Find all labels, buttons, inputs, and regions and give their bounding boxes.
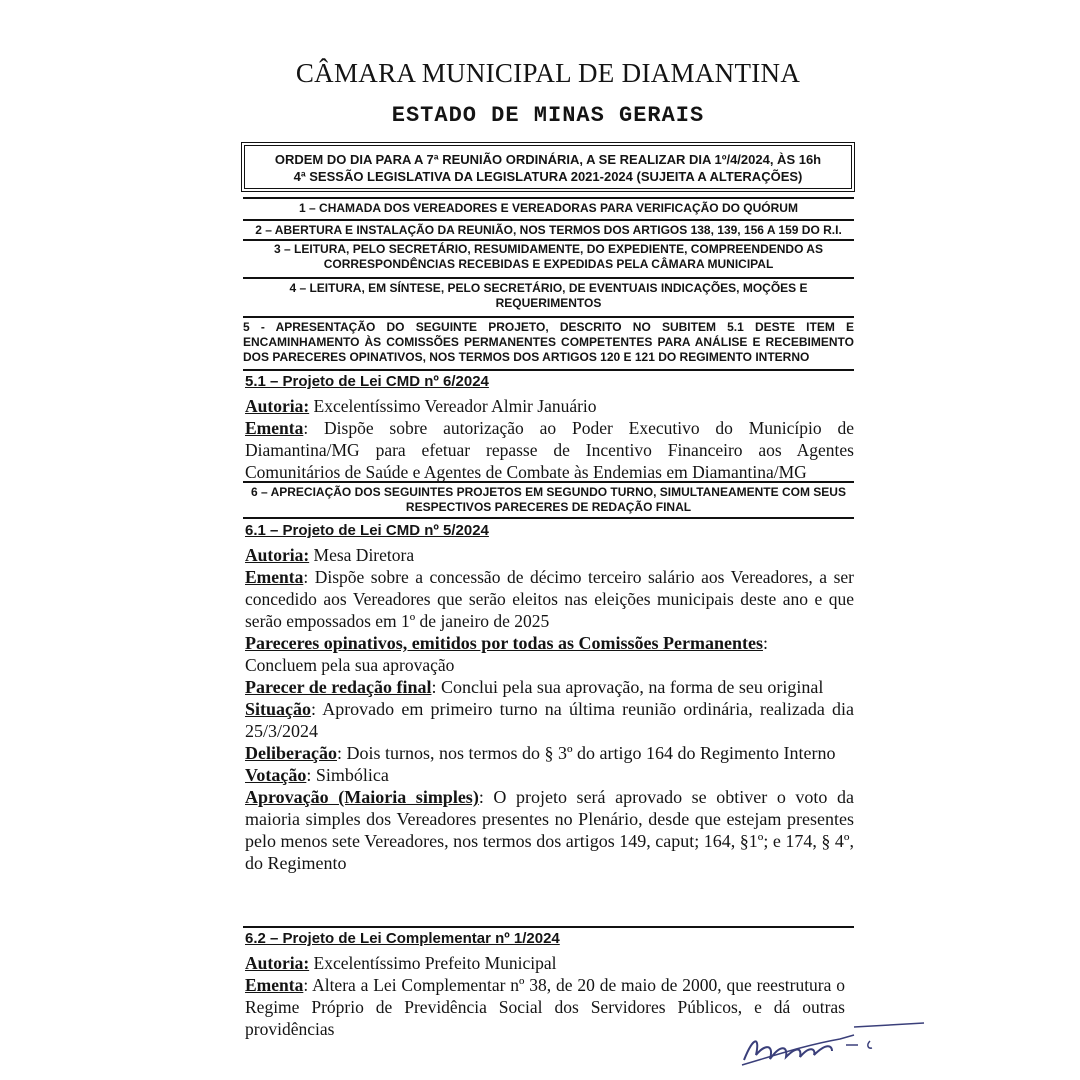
project-5-1-heading: 5.1 – Projeto de Lei CMD nº 6/2024 — [245, 373, 489, 390]
ementa-line — [245, 566, 854, 632]
ementa-label: Ementa — [245, 567, 304, 587]
divider — [243, 219, 854, 221]
agenda-item-3 — [243, 242, 854, 272]
autoria-label: Autoria: — [245, 953, 310, 973]
autoria-value: Mesa Diretora — [309, 545, 415, 565]
project-6-1-heading: 6.1 – Projeto de Lei CMD nº 5/2024 — [245, 522, 489, 539]
votacao-label: Votação — [245, 765, 307, 785]
handwritten-signature — [736, 1015, 926, 1075]
agenda-item-2: 2 – ABERTURA E INSTALAÇÃO DA REUNIÃO, NOS TERMOS DOS ARTIGOS 138, 139, 156 A 159 DO R.I. — [255, 223, 842, 237]
situacao-line — [245, 698, 854, 742]
chamber-title: CÂMARA MUNICIPAL DE DIAMANTINA — [295, 58, 801, 88]
situacao-label: Situação — [245, 699, 312, 719]
autoria-label: Autoria: — [245, 396, 310, 416]
votacao-line — [245, 764, 854, 786]
agenda-item-5: 5 - APRESENTAÇÃO DO SEGUINTE PROJETO, DESCRITO NO SUBITEM 5.1 DESTE ITEM E ENCAMINHAMENTO ÀS COMISSÕES PERMANENTES COMPETENTES PARA ANÁLISE E RECEBIMENTO DOS PARECERES OPINATIVOS, NOS TERMOS DOS ARTIGOS 120 E 121 DO REGIMENTO INTERNO — [243, 320, 854, 364]
aprovacao-value: : O projeto será aprovado se obtiver o voto da maioria simples dos Vereadores presentes no Plenário, desde que estejam presentes pelo menos sete Vereadores, nos termos dos artigos 149, caput; 164, §1º; e 174, § 4º, do Regimento — [245, 787, 854, 873]
ementa-line — [245, 417, 854, 483]
ementa-label: Ementa — [245, 418, 304, 438]
agenda-item-1: 1 – CHAMADA DOS VEREADORES E VEREADORAS PARA VERIFICAÇÃO DO QUÓRUM — [299, 201, 798, 215]
redacao-label: Parecer de redação final — [245, 677, 432, 697]
votacao-value: : Simbólica — [306, 765, 389, 785]
autoria-line — [245, 395, 854, 417]
redacao-value: : Conclui pela sua aprovação, na forma de seu original — [431, 677, 824, 697]
aprovacao-line — [245, 786, 854, 874]
agenda-item-4-line-1: 4 – LEITURA, EM SÍNTESE, PELO SECRETÁRIO, DE EVENTUAIS INDICAÇÕES, MOÇÕES E — [289, 281, 808, 295]
agenda-line-1: ORDEM DO DIA PARA A 7ª REUNIÃO ORDINÁRIA, A SE REALIZAR DIA 1º/4/2024, ÀS 16h — [274, 152, 822, 167]
divider — [243, 239, 854, 241]
divider — [243, 277, 854, 279]
aprovacao-label: Aprovação (Maioria simples) — [245, 787, 479, 807]
autoria-value: Excelentíssimo Prefeito Municipal — [309, 953, 557, 973]
divider — [243, 481, 854, 483]
pareceres-line — [245, 632, 854, 654]
agenda-line-2: 4ª SESSÃO LEGISLATIVA DA LEGISLATURA 2021-2024 (SUJEITA A ALTERAÇÕES) — [293, 169, 803, 184]
pareceres-colon: : — [762, 633, 768, 653]
agenda-header-box — [241, 142, 855, 192]
divider — [243, 369, 854, 371]
agenda-item-6 — [243, 485, 854, 515]
state-title: ESTADO DE MINAS GERAIS — [391, 103, 705, 128]
autoria-label: Autoria: — [245, 545, 310, 565]
ementa-label: Ementa — [245, 975, 304, 995]
agenda-item-4 — [243, 281, 854, 311]
deliberacao-value: : Dois turnos, nos termos do § 3º do artigo 164 do Regimento Interno — [336, 743, 836, 763]
deliberacao-label: Deliberação — [245, 743, 337, 763]
divider — [243, 316, 854, 318]
agenda-item-6-line-1: 6 – APRECIAÇÃO DOS SEGUINTES PROJETOS EM SEGUNDO TURNO, SIMULTANEAMENTE COM SEUS — [251, 485, 846, 499]
autoria-line — [245, 544, 854, 566]
deliberacao-line — [245, 742, 854, 764]
pareceres-value: Concluem pela sua aprovação — [245, 655, 455, 675]
project-5-1-body — [245, 395, 854, 483]
agenda-item-4-line-2: REQUERIMENTOS — [495, 296, 602, 310]
agenda-item-3-line-1: 3 – LEITURA, PELO SECRETÁRIO, RESUMIDAMENTE, DO EXPEDIENTE, COMPREENDENDO AS — [274, 242, 823, 256]
project-6-2-heading: 6.2 – Projeto de Lei Complementar nº 1/2024 — [245, 930, 560, 947]
situacao-value: : Aprovado em primeiro turno na última reunião ordinária, realizada dia 25/3/2024 — [245, 699, 854, 741]
divider — [243, 926, 854, 928]
autoria-line — [245, 952, 845, 974]
agenda-item-6-line-2: RESPECTIVOS PARECERES DE REDAÇÃO FINAL — [405, 500, 692, 514]
project-6-1-body — [245, 544, 854, 874]
divider — [243, 197, 854, 199]
autoria-value: Excelentíssimo Vereador Almir Januário — [309, 396, 597, 416]
ementa-value: : Altera a Lei Complementar nº 38, de 20 de maio de 2000, que reestrutura o Regime Próprio de Previdência Social dos Servidores Públicos, e dá outras providências — [245, 975, 845, 1039]
pareceres-label: Pareceres opinativos, emitidos por todas as Comissões Permanentes — [245, 633, 763, 653]
redacao-line — [245, 676, 854, 698]
ementa-value: : Dispõe sobre autorização ao Poder Executivo do Município de Diamantina/MG para efetuar repasse de Incentivo Financeiro aos Agentes Comunitários de Saúde e Agentes de Combate às Endemias em Diamantina/MG — [245, 418, 854, 482]
ementa-value: : Dispõe sobre a concessão de décimo terceiro salário aos Vereadores, a ser concedido aos Vereadores que serão eleitos nas eleições municipais deste ano e que serão empossados em 1º de janeiro de 2025 — [245, 567, 854, 631]
divider — [243, 517, 854, 519]
agenda-item-3-line-2: CORRESPONDÊNCIAS RECEBIDAS E EXPEDIDAS PELA CÂMARA MUNICIPAL — [323, 257, 774, 271]
